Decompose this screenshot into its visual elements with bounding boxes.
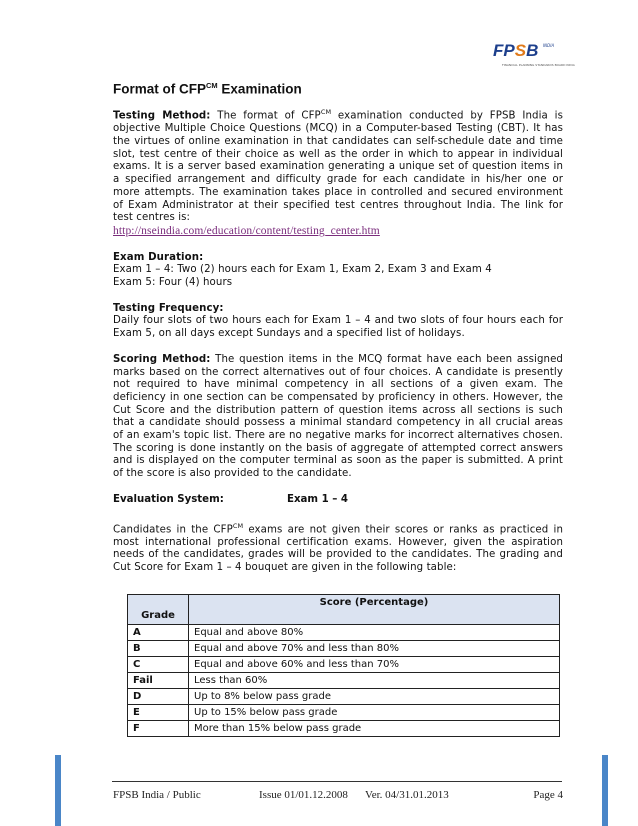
table-row: B Equal and above 70% and less than 80% bbox=[128, 641, 560, 657]
evaluation-system-heading: Evaluation System: Exam 1 – 4 bbox=[113, 493, 348, 505]
table-row: D Up to 8% below pass grade bbox=[128, 689, 560, 705]
page-title: Format of $CFP^{CM}$ Examination bbox=[113, 81, 302, 97]
testing-frequency-label: Testing Frequency: bbox=[113, 302, 224, 314]
testing-method-label: Testing Method: bbox=[113, 110, 211, 122]
footer-issue: Issue 01/01.12.2008 bbox=[259, 789, 348, 801]
table-row: Fail Less than 60% bbox=[128, 673, 560, 689]
footer-classification: FPSB India / Public bbox=[113, 789, 201, 801]
exam-duration-section: Exam Duration: Exam 1 – 4: Two (2) hours each for Exam 1, Exam 2, Exam 3 and Exam 4 Exam 5: Four (4) hours bbox=[113, 251, 492, 289]
table-row: F More than 15% below pass grade bbox=[128, 721, 560, 737]
left-margin-bar bbox=[55, 755, 61, 826]
scoring-method-paragraph: Scoring Method: The question items in the MCQ format have each been assigned marks based on the correct alternatives out of four choices. A candidate is presently not required to have minimal competency in all sections of a given exam. The deficiency in one section can be compensated by proficiency in others. However, the Cut Score and the distribution pattern of question items across all sections is such that a candidate should possess a minimal standard competency in all crucial areas of an exam's topic list. There are no negative marks for incorrect alternatives chosen. The scoring is done instantly on the basis of aggregate of attempted correct answers and is displayed on the computer terminal as soon as the paper is submitted. A print of the score is also provided to the candidate. bbox=[113, 353, 563, 480]
table-row: C Equal and above 60% and less than 70% bbox=[128, 657, 560, 673]
logo-tagline: FINANCIAL PLANNING STANDARDS BOARD INDIA bbox=[502, 63, 575, 67]
footer-page-number: Page 4 bbox=[533, 789, 563, 801]
logo-india: INDIA bbox=[543, 43, 555, 48]
testing-method-paragraph: Testing Method: The format of $CFP^{CM}$ examination conducted by FPSB India is objective Multiple Choice Questions (MCQ) in a Computer-based Testing (CBT). It has the virtues of online examination in that candidates can self-schedule date and time slot, test centre of their choice as well as the order in which to appear in individual exams. It is a server based examination generating a unique set of question items in a specified arrangement and difficulty grade for each candidate in his/her one or more attempts. The examination takes place in controlled and secured environment of Exam Administrator at their specified test centres throughout India. The link for test centres is: http://nseindia.com/education/content/testing_center.htm bbox=[113, 108, 563, 237]
footer-version: Ver. 04/31.01.2013 bbox=[365, 789, 449, 801]
document-body bbox=[113, 80, 563, 575]
table-row: A Equal and above 80% bbox=[128, 625, 560, 641]
fpsb-logo bbox=[493, 41, 593, 71]
scoring-method-label: Scoring Method: bbox=[113, 353, 211, 365]
logo-mark: FPSB bbox=[493, 41, 539, 60]
header-score: Score (Percentage) bbox=[189, 595, 560, 625]
footer-divider bbox=[112, 781, 562, 782]
testing-frequency-section: Testing Frequency: Daily four slots of two hours each for Exam 1 – 4 and two slots of four hours each for Exam 5, on all days except Sundays and a specified list of holidays. bbox=[113, 302, 563, 340]
header-grade: Grade bbox=[128, 595, 189, 625]
table-row: E Up to 15% below pass grade bbox=[128, 705, 560, 721]
test-centres-link[interactable]: http://nseindia.com/education/content/testing_center.htm bbox=[113, 224, 380, 237]
grading-table bbox=[127, 594, 560, 737]
candidates-paragraph: Candidates in the $CFP^{CM}$ exams are not given their scores or ranks as practiced in most international professional certification exams. However, given the aspiration needs of the candidates, grades will be provided to the candidates. The grading and Cut Score for Exam 1 – 4 bouquet are given in the following table: bbox=[113, 521, 564, 574]
right-margin-bar bbox=[602, 755, 608, 826]
page-footer bbox=[113, 789, 563, 805]
exam-duration-label: Exam Duration: bbox=[113, 251, 204, 263]
